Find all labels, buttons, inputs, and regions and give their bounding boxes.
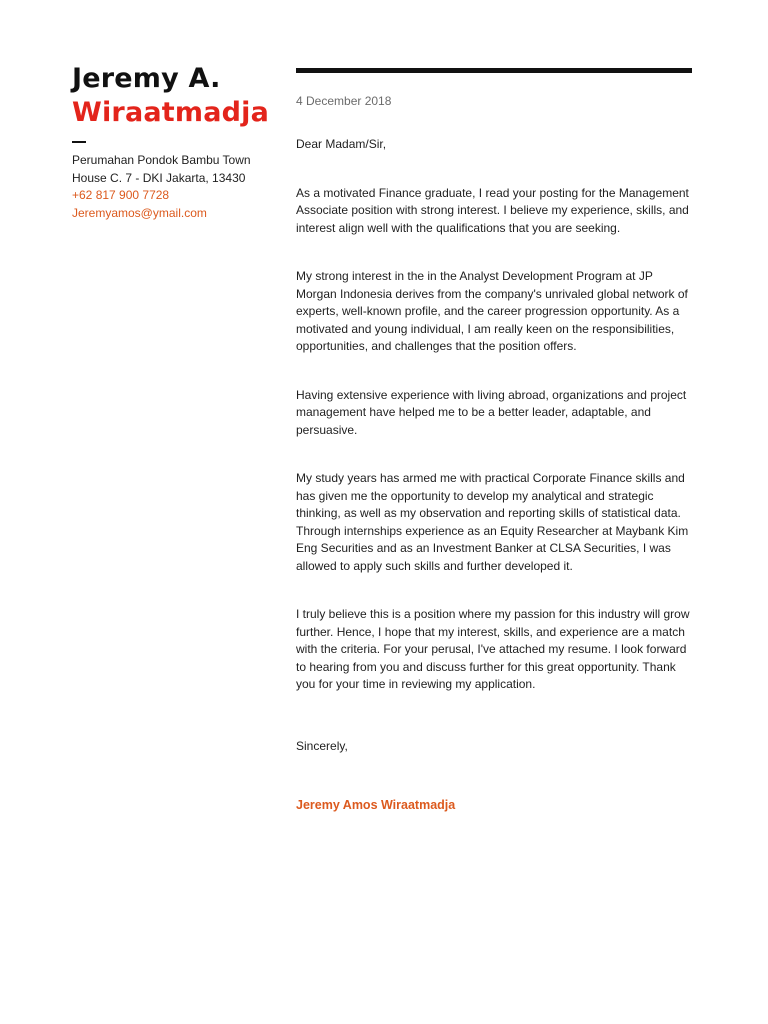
sender-last-name: Wiraatmadja <box>72 97 270 128</box>
closing: Sincerely, <box>296 738 348 753</box>
paragraph-2: My strong interest in the in the Analyst Development Program at JP Morgan Indonesia derives from the company's unrivaled global network of experts, well-known profile, and the career progression opportunity. As a motivated and young individual, I am really keen on the responsibilities, opportunities, and challenges that the position offers. <box>296 269 688 353</box>
sender-sidebar <box>72 62 272 222</box>
signature-name: Jeremy Amos Wiraatmadja <box>296 798 456 812</box>
paragraph-4: My study years has armed me with practical Corporate Finance skills and has given me the opportunity to develop my analytical and strategic thinking, as well as my observation and reporting skills of statistical data. Through internships experience as an Equity Researcher at Maybank Kim Eng Securities and as an Investment Banker at CLSA Securities, I was allowed to apply such skills and further developed it. <box>296 471 689 573</box>
letter-date: 4 December 2018 <box>296 94 392 108</box>
paragraph-5: I truly believe this is a position where my passion for this industry will grow further. Hence, I hope that my interest, skills, and experience are a match with the criteria. For your perusal, I've attached my resume. I look forward to hearing from you and discuss further for this great opportunity. Thank you for your time in reviewing my application. <box>296 607 690 691</box>
sender-first-name: Jeremy A. <box>72 63 221 94</box>
salutation: Dear Madam/Sir, <box>296 137 387 151</box>
address-line-2: House C. 7 - DKI Jakarta, 13430 <box>72 170 246 185</box>
paragraph-1: As a motivated Finance graduate, I read your posting for the Management Associate position with strong interest. I believe my experience, skills, and interest align well with the qualifications that you are seeking. <box>296 185 689 235</box>
header-rule <box>296 68 692 73</box>
name-divider <box>72 141 86 143</box>
letter-body <box>296 68 696 815</box>
paragraph-3: Having extensive experience with living abroad, organizations and project management have helped me to be a better leader, adaptable, and persuasive. <box>296 387 687 437</box>
phone-number: +62 817 900 7728 <box>72 188 170 202</box>
address-line-1: Perumahan Pondok Bambu Town <box>72 153 251 167</box>
email-address[interactable]: Jeremyamos@ymail.com <box>72 205 207 220</box>
